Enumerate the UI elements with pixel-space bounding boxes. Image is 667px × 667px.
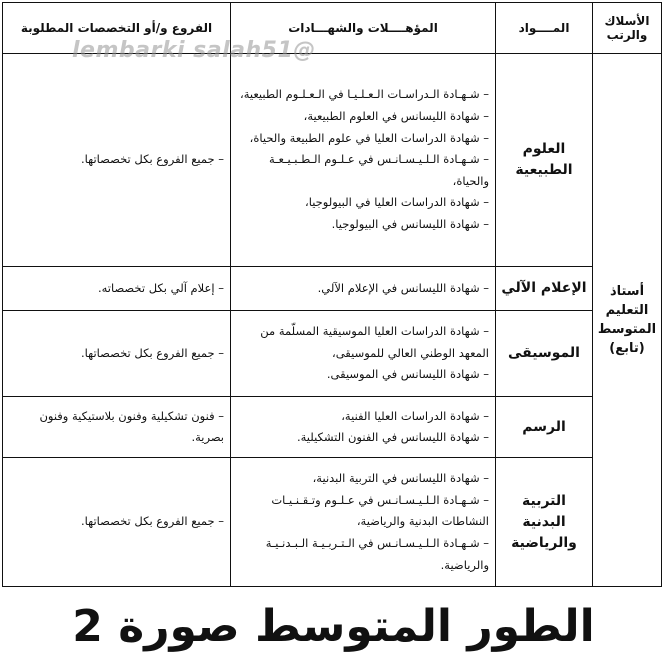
qualifications-cell xyxy=(231,54,496,267)
table-row xyxy=(3,458,662,587)
header-qualifications: المؤهــــلات والشهـــادات xyxy=(231,3,496,54)
page-caption: الطور المتوسط صورة 2 xyxy=(72,601,595,652)
table-header-row xyxy=(3,3,662,54)
list-item: – شهادة الليسانس في الموسيقى. xyxy=(326,367,489,382)
table-row xyxy=(3,397,662,458)
list-item: – شـهـادة الـلـيـسـانـس في عـلـوم وتـقـنـيـات النشاطات البدنية والرياضية، xyxy=(271,492,489,529)
table-row xyxy=(3,310,662,396)
list-item: – شهادة الدراسات العليا الموسيقية المسلّمة من المعهد الوطني العالي للموسيقى، xyxy=(260,324,489,360)
table-body xyxy=(3,54,662,587)
list-item: – جميع الفروع بكل تخصصاتها. xyxy=(81,514,224,529)
list-item: – شـهـادة الـلـيـسـانـس في عـلـوم الـطـبـيـعـة والحياة، xyxy=(269,152,489,188)
subject-cell: الموسيقى xyxy=(496,310,593,396)
branches-cell xyxy=(3,54,231,267)
subject-cell: التربية البدنية والرياضية xyxy=(496,458,593,587)
qualifications-cell xyxy=(231,397,496,458)
list-item: – فنون تشكيلية وفنون بلاستيكية وفنون بصرية. xyxy=(39,408,224,445)
header-grades: الأسلاك والرتب xyxy=(593,3,662,54)
branches-cell xyxy=(3,310,231,396)
list-item: – شـهـادة الـدراسـات الـعـلـيـا في الـعـلـوم الطبيعية، xyxy=(240,87,489,102)
qualifications-table xyxy=(2,2,662,587)
header-subjects: المــــواد xyxy=(496,3,593,54)
subject-cell: الإعلام الآلي xyxy=(496,266,593,310)
list-item: – شهادة الدراسات العليا في علوم الطبيعة والحياة، xyxy=(249,130,489,145)
header-branches: الفروع و/أو التخصصات المطلوبة xyxy=(3,3,231,54)
list-item: – شهادة الدراسات العليا الفنية، xyxy=(341,408,489,423)
list-item: – جميع الفروع بكل تخصصاتها. xyxy=(81,152,224,167)
grade-cell: أستاذ التعليم المتوسط (تابع) xyxy=(593,54,662,587)
list-item: – شهادة الليسانس في التربية البدنية، xyxy=(312,471,489,486)
table-row xyxy=(3,54,662,267)
list-item: – شهادة الليسانس في الإعلام الآلي. xyxy=(317,280,489,295)
qualifications-table-container xyxy=(2,2,661,587)
list-item: – شهادة الليسانس في البيولوجيا. xyxy=(331,216,489,231)
subject-cell: الرسم xyxy=(496,397,593,458)
qualifications-cell xyxy=(231,266,496,310)
watermark-text: lembarki salah51@ xyxy=(72,38,316,63)
list-item: – شهادة الليسانس في العلوم الطبيعية، xyxy=(303,108,489,123)
table-row xyxy=(3,266,662,310)
list-item: – جميع الفروع بكل تخصصاتها. xyxy=(81,345,224,360)
branches-cell xyxy=(3,266,231,310)
branches-cell xyxy=(3,397,231,458)
list-item: – شـهـادة الـلـيـسـانـس في الـتـربـيـة الـبـدنـيـة والرياضية. xyxy=(265,536,489,572)
branches-cell xyxy=(3,458,231,587)
subject-cell: العلوم الطبيعية xyxy=(496,54,593,267)
list-item: – شهادة الليسانس في الفنون التشكيلية. xyxy=(296,430,489,445)
qualifications-cell xyxy=(231,458,496,587)
list-item: – شهادة الدراسات العليا في البيولوجيا، xyxy=(305,195,489,210)
list-item: – إعلام آلي بكل تخصصاته. xyxy=(97,280,224,295)
qualifications-cell xyxy=(231,310,496,396)
